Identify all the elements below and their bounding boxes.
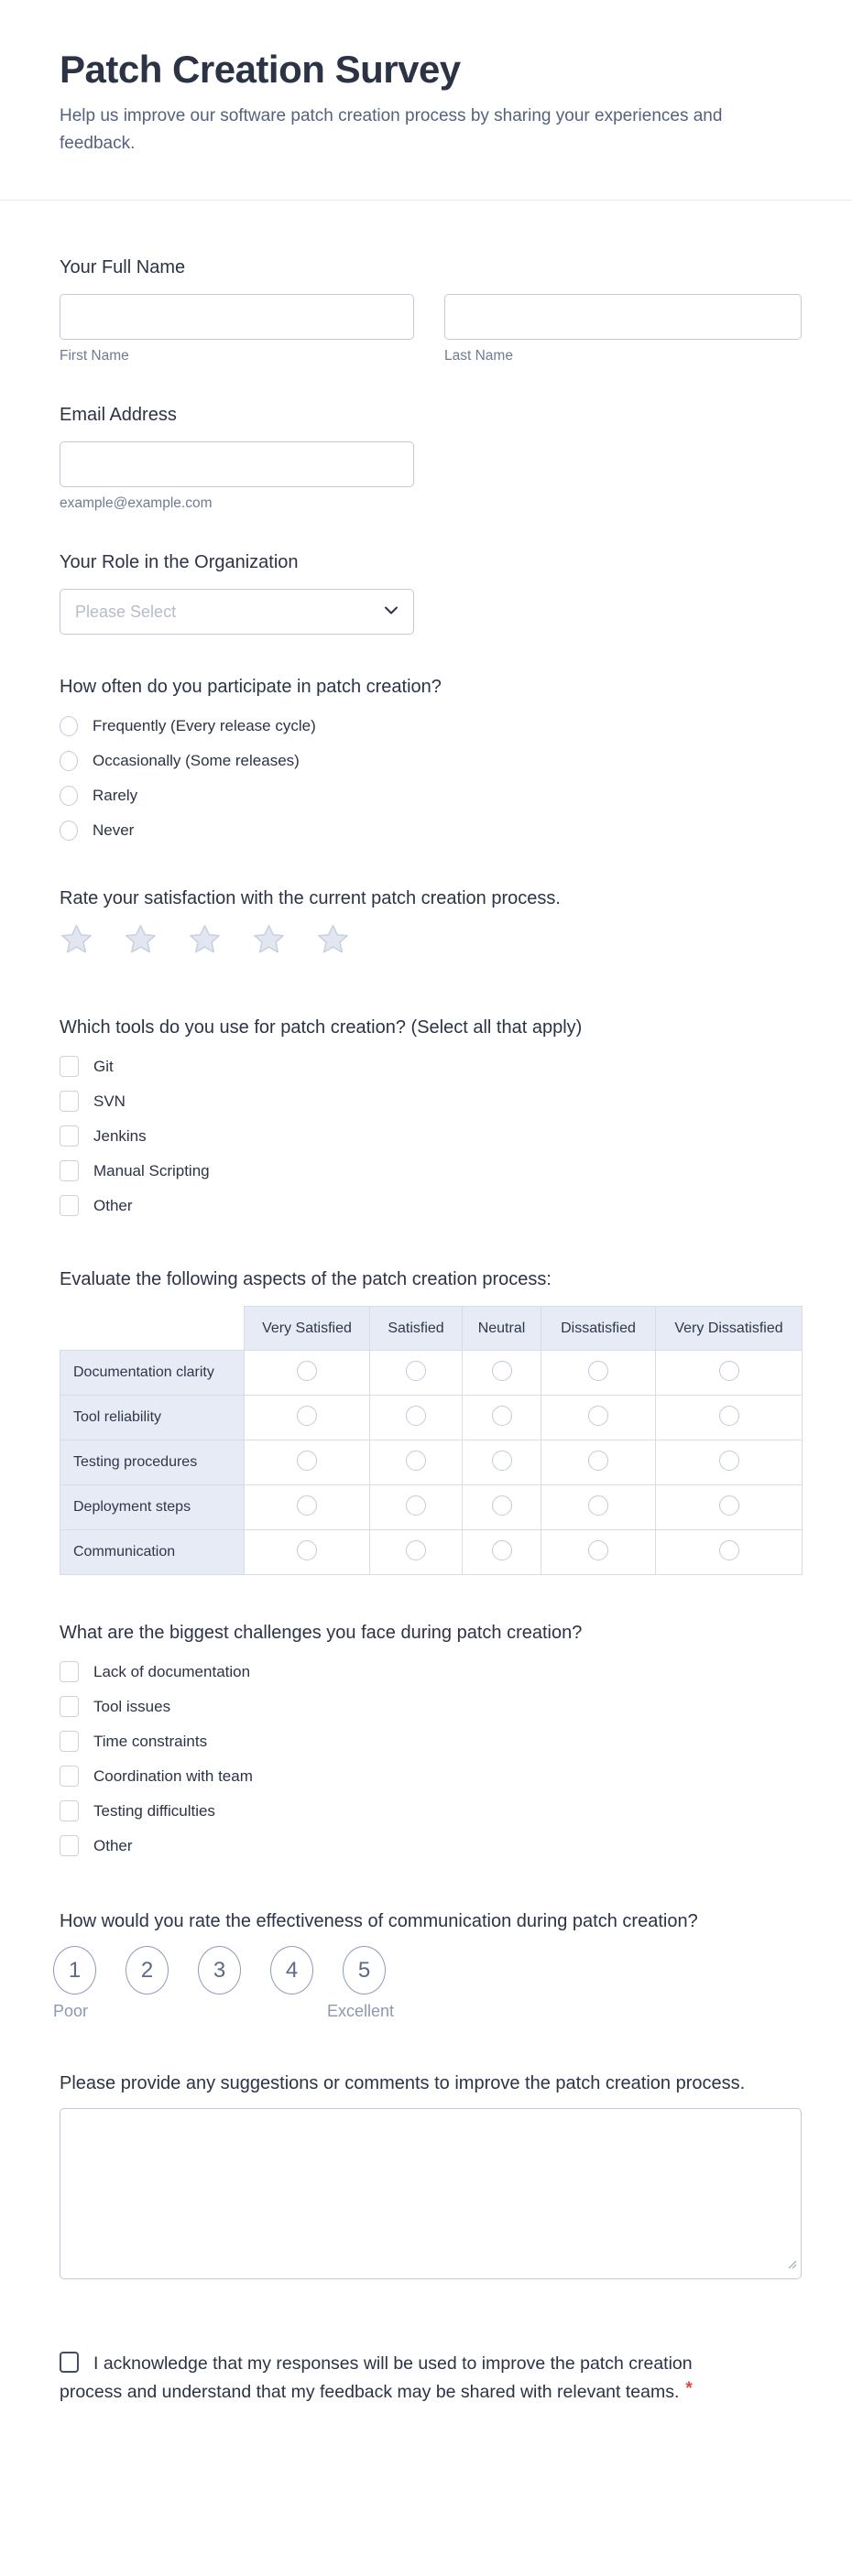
radio-icon[interactable]: [297, 1451, 317, 1471]
option-label: Other: [93, 1197, 133, 1214]
last-name-group: [444, 294, 802, 364]
matrix-row-documentation-clarity: [60, 1351, 803, 1396]
matrix-radio-cell: [370, 1530, 463, 1575]
full-name-label: Your Full Name: [60, 257, 186, 277]
matrix-radio-cell: [463, 1485, 541, 1530]
matrix-row-header: Documentation clarity: [60, 1351, 245, 1396]
radio-icon[interactable]: [297, 1540, 317, 1560]
page-title: Patch Creation Survey: [60, 48, 461, 91]
scale-option-2[interactable]: 2: [126, 1946, 169, 1994]
option-label: Occasionally (Some releases): [93, 752, 300, 769]
scale-option-4[interactable]: 4: [270, 1946, 313, 1994]
challenges-option-lack-of-documentation[interactable]: [60, 1661, 792, 1682]
radio-icon[interactable]: [492, 1451, 512, 1471]
field-acknowledgment: [60, 2351, 701, 2405]
frequency-option-rarely[interactable]: [60, 785, 792, 806]
matrix-radio-cell: [370, 1485, 463, 1530]
resize-handle-icon[interactable]: [786, 2257, 797, 2274]
checkbox-icon[interactable]: [60, 1661, 79, 1682]
radio-icon[interactable]: [60, 821, 78, 841]
checkbox-icon[interactable]: [60, 1125, 79, 1147]
checkbox-icon[interactable]: [60, 1696, 79, 1717]
option-label: Other: [93, 1837, 133, 1854]
radio-icon[interactable]: [492, 1361, 512, 1381]
frequency-options: [60, 715, 792, 841]
checkbox-icon[interactable]: [60, 1766, 79, 1787]
frequency-option-never[interactable]: [60, 820, 792, 841]
field-tools: [60, 1016, 792, 1216]
first-name-group: [60, 294, 414, 364]
field-role: [60, 550, 792, 635]
matrix-col-header: Very Satisfied: [245, 1307, 370, 1351]
radio-icon[interactable]: [60, 716, 78, 736]
matrix-radio-cell: [541, 1440, 656, 1485]
field-satisfaction: [60, 886, 792, 957]
radio-icon[interactable]: [719, 1495, 739, 1516]
tools-option-svn[interactable]: [60, 1091, 792, 1112]
role-label: Your Role in the Organization: [60, 552, 299, 572]
matrix-row-tool-reliability: [60, 1396, 803, 1440]
option-label: Coordination with team: [93, 1767, 253, 1785]
chevron-down-icon: [384, 603, 399, 620]
challenges-option-coordination-with-team[interactable]: [60, 1766, 792, 1787]
matrix-radio-cell: [656, 1440, 803, 1485]
checkbox-icon[interactable]: [60, 1731, 79, 1752]
option-label: Git: [93, 1058, 114, 1075]
field-frequency: [60, 675, 792, 841]
option-label: Rarely: [93, 787, 138, 804]
matrix-radio-cell: [463, 1396, 541, 1440]
acknowledgment-checkbox[interactable]: [60, 2352, 79, 2373]
star-icon[interactable]: [188, 923, 222, 957]
radio-icon[interactable]: [492, 1406, 512, 1426]
email-sublabel: example@example.com: [60, 495, 213, 511]
scale-option-5[interactable]: 5: [343, 1946, 386, 1994]
scale-options: [53, 1946, 388, 1994]
challenges-options: [60, 1661, 792, 1856]
challenges-option-tool-issues[interactable]: [60, 1696, 792, 1717]
frequency-option-frequently[interactable]: [60, 715, 792, 736]
tools-option-jenkins[interactable]: [60, 1125, 792, 1147]
matrix-radio-cell: [656, 1485, 803, 1530]
comments-textarea[interactable]: [60, 2108, 802, 2279]
checkbox-icon[interactable]: [60, 1091, 79, 1112]
matrix-radio-cell: [656, 1396, 803, 1440]
matrix-col-header: Neutral: [463, 1307, 541, 1351]
star-icon[interactable]: [316, 923, 350, 957]
option-label: Manual Scripting: [93, 1162, 210, 1179]
field-challenges: [60, 1621, 792, 1856]
radio-icon[interactable]: [588, 1540, 608, 1560]
tools-label: Which tools do you use for patch creation? (Select all that apply): [60, 1017, 583, 1038]
frequency-option-occasionally[interactable]: [60, 750, 792, 771]
form-body: [0, 255, 852, 2487]
radio-icon[interactable]: [588, 1495, 608, 1516]
matrix-radio-cell: [245, 1440, 370, 1485]
tools-option-git[interactable]: [60, 1056, 792, 1077]
matrix-radio-cell: [463, 1440, 541, 1485]
challenges-label: What are the biggest challenges you face during patch creation?: [60, 1623, 583, 1643]
matrix-radio-cell: [656, 1351, 803, 1396]
radio-icon[interactable]: [406, 1451, 426, 1471]
matrix-radio-cell: [541, 1485, 656, 1530]
matrix-col-header: Very Dissatisfied: [656, 1307, 803, 1351]
matrix-row-testing-procedures: [60, 1440, 803, 1485]
matrix-radio-cell: [245, 1485, 370, 1530]
option-label: Tool issues: [93, 1698, 171, 1715]
matrix-radio-cell: [541, 1530, 656, 1575]
matrix-radio-cell: [541, 1351, 656, 1396]
checkbox-icon[interactable]: [60, 1835, 79, 1856]
page-subtitle: Help us improve our software patch creation process by sharing your experiences and feedback.: [60, 106, 723, 153]
frequency-label: How often do you participate in patch creation?: [60, 677, 442, 697]
scale-min-label: Poor: [53, 2002, 89, 2020]
email-label: Email Address: [60, 405, 177, 425]
matrix-table: [60, 1306, 803, 1575]
radio-icon[interactable]: [406, 1540, 426, 1560]
matrix-header-row: [60, 1307, 803, 1351]
star-icon[interactable]: [60, 923, 93, 957]
matrix-row-header: Communication: [60, 1530, 245, 1575]
matrix-col-header: Satisfied: [370, 1307, 463, 1351]
matrix-col-header: Dissatisfied: [541, 1307, 656, 1351]
form-header: [0, 0, 852, 201]
field-full-name: [60, 255, 792, 364]
matrix-radio-cell: [370, 1396, 463, 1440]
matrix-radio-cell: [245, 1351, 370, 1396]
star-icon[interactable]: [124, 923, 158, 957]
matrix-row-communication: [60, 1530, 803, 1575]
option-label: Lack of documentation: [93, 1663, 251, 1680]
last-name-input[interactable]: [444, 294, 802, 340]
option-label: Jenkins: [93, 1127, 147, 1145]
role-select[interactable]: [60, 589, 414, 635]
option-label: Never: [93, 821, 135, 839]
radio-icon[interactable]: [492, 1495, 512, 1516]
matrix-radio-cell: [463, 1530, 541, 1575]
challenges-option-other[interactable]: [60, 1835, 792, 1856]
radio-icon[interactable]: [719, 1540, 739, 1560]
required-asterisk: *: [685, 2379, 693, 2398]
matrix-radio-cell: [541, 1396, 656, 1440]
matrix-radio-cell: [463, 1351, 541, 1396]
matrix-row-deployment-steps: [60, 1485, 803, 1530]
scale-end-labels: [53, 2002, 394, 2021]
field-communication-scale: [53, 1909, 792, 2021]
scale-max-label: Excellent: [326, 2002, 394, 2020]
scale-option-3[interactable]: 3: [198, 1946, 241, 1994]
matrix-radio-cell: [656, 1530, 803, 1575]
radio-icon[interactable]: [719, 1451, 739, 1471]
matrix-row-header: Deployment steps: [60, 1485, 245, 1530]
matrix-label: Evaluate the following aspects of the patch creation process:: [60, 1269, 552, 1289]
matrix-row-header: Testing procedures: [60, 1440, 245, 1485]
option-label: Time constraints: [93, 1733, 208, 1750]
radio-icon[interactable]: [406, 1406, 426, 1426]
acknowledgment-text: I acknowledge that my responses will be used to improve the patch creation process and understand that my feedback may be shared with relevant teams.: [60, 2353, 693, 2402]
radio-icon[interactable]: [588, 1361, 608, 1381]
scale-option-1[interactable]: 1: [53, 1946, 96, 1994]
scale-label: How would you rate the effectiveness of communication during patch creation?: [60, 1911, 698, 1931]
radio-icon[interactable]: [297, 1361, 317, 1381]
star-icon[interactable]: [252, 923, 286, 957]
first-name-input[interactable]: [60, 294, 414, 340]
radio-icon[interactable]: [406, 1495, 426, 1516]
radio-icon[interactable]: [588, 1451, 608, 1471]
first-name-sublabel: First Name: [60, 348, 129, 364]
field-matrix: [60, 1267, 792, 1575]
option-label: SVN: [93, 1092, 126, 1110]
satisfaction-label: Rate your satisfaction with the current patch creation process.: [60, 888, 561, 908]
challenges-option-testing-difficulties[interactable]: [60, 1800, 792, 1821]
last-name-sublabel: Last Name: [444, 348, 513, 364]
matrix-corner-cell: [60, 1307, 245, 1351]
matrix-radio-cell: [245, 1530, 370, 1575]
comments-label: Please provide any suggestions or comments to improve the patch creation process.: [60, 2073, 746, 2093]
challenges-option-time-constraints[interactable]: [60, 1731, 792, 1752]
tools-options: [60, 1056, 792, 1216]
role-select-value: Please Select: [75, 602, 177, 621]
radio-icon[interactable]: [60, 786, 78, 806]
checkbox-icon[interactable]: [60, 1056, 79, 1077]
option-label: Frequently (Every release cycle): [93, 717, 316, 734]
tools-option-manual-scripting[interactable]: [60, 1160, 792, 1181]
email-input[interactable]: [60, 441, 414, 487]
radio-icon[interactable]: [297, 1406, 317, 1426]
radio-icon[interactable]: [492, 1540, 512, 1560]
radio-icon[interactable]: [719, 1361, 739, 1381]
matrix-radio-cell: [370, 1440, 463, 1485]
checkbox-icon[interactable]: [60, 1800, 79, 1821]
radio-icon[interactable]: [406, 1361, 426, 1381]
radio-icon[interactable]: [60, 751, 78, 771]
tools-option-other[interactable]: [60, 1195, 792, 1216]
checkbox-icon[interactable]: [60, 1195, 79, 1216]
radio-icon[interactable]: [719, 1406, 739, 1426]
radio-icon[interactable]: [588, 1406, 608, 1426]
option-label: Testing difficulties: [93, 1802, 215, 1820]
matrix-radio-cell: [245, 1396, 370, 1440]
field-comments: [60, 2071, 792, 2279]
matrix-row-header: Tool reliability: [60, 1396, 245, 1440]
radio-icon[interactable]: [297, 1495, 317, 1516]
field-email: [60, 403, 792, 512]
matrix-radio-cell: [370, 1351, 463, 1396]
star-rating: [60, 923, 792, 957]
checkbox-icon[interactable]: [60, 1160, 79, 1181]
